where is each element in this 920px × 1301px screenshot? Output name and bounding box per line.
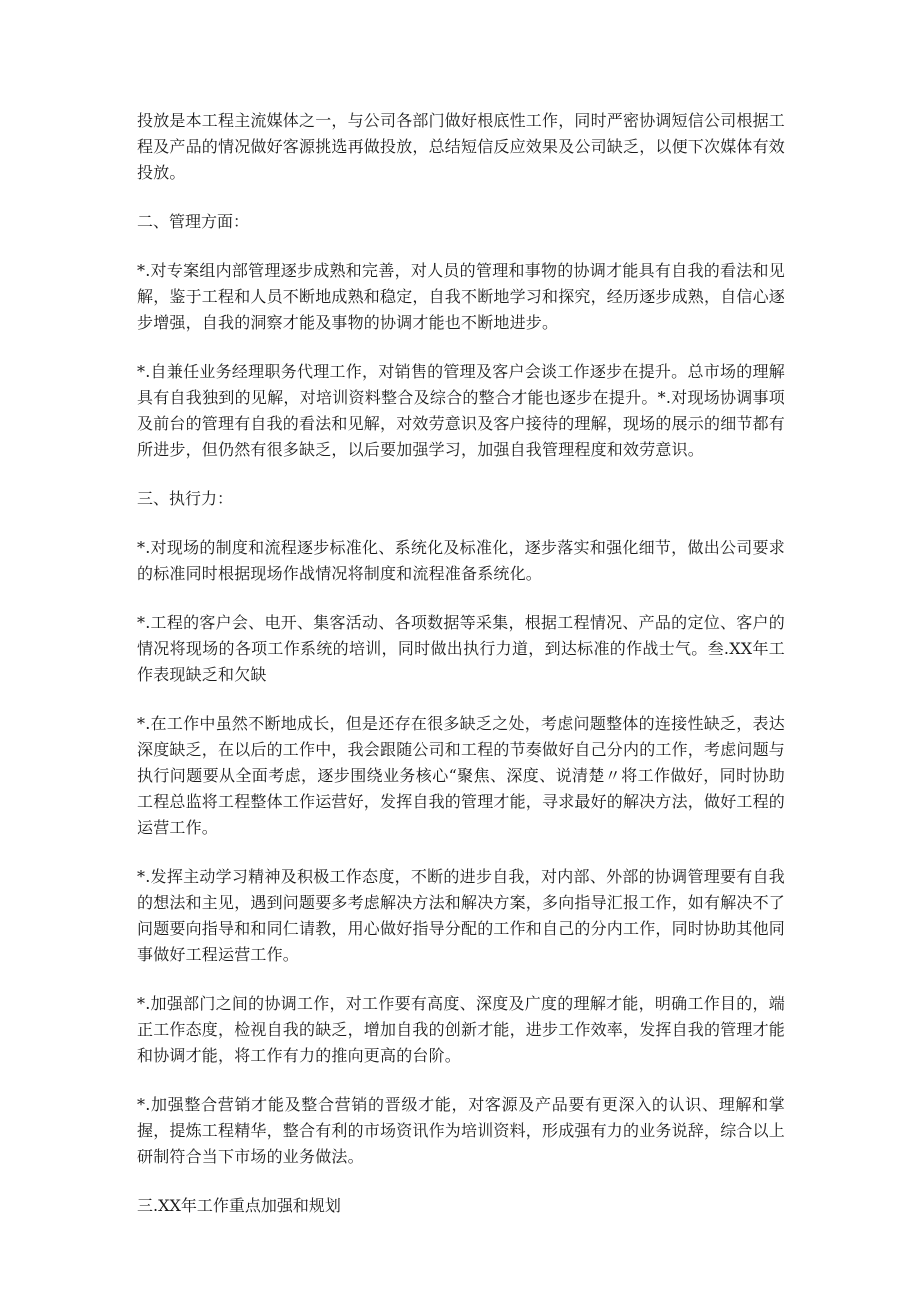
heading-execution: 三、执行力： [137, 489, 234, 508]
heading-plan: 三.XX年工作重点加强和规划 [137, 1196, 341, 1215]
paragraph-media-placement: 投放是本工程主流媒体之一，与公司各部门做好根底性工作，同时严密协调短信公司根据工程及产品的情况做好客源挑选再做投放，总结短信反应效果及公司缺乏，以便下次媒体有效投放。 [137, 111, 786, 182]
paragraph-management-2: *.自兼任业务经理职务代理工作，对销售的管理及客户会谈工作逐步在提升。总市场的理解具有自我独到的见解，对培训资料整合及综合的整合才能也逐步在提升。*.对现场协调事项及前台的管理有自我的看法和见解，对效劳意识及客户接待的理解，现场的展示的细节都有所进步，但仍然有很多缺乏，以后要加强学习，加强自我管理程度和效劳意识。 [137, 362, 786, 459]
paragraph-shortcomings-2: *.发挥主动学习精神及积极工作态度，不断的进步自我，对内部、外部的协调管理要有自我的想法和主见，遇到问题要多考虑解决方法和解决方案，多向指导汇报工作，如有解决不了问题要向指导和和同仁请教，用心做好指导分配的工作和自己的分内工作，同时协助其他同事做好工程运营工作。 [137, 867, 786, 964]
paragraph-execution-1: *.对现场的制度和流程逐步标准化、系统化及标准化，逐步落实和强化细节，做出公司要求的标准同时根据现场作战情况将制度和流程准备系统化。 [137, 538, 785, 583]
paragraph-shortcomings-3: *.加强部门之间的协调工作，对工作要有高度、深度及广度的理解才能，明确工作目的，端正工作态度，检视自我的缺乏，增加自我的创新才能，进步工作效率，发挥自我的管理才能和协调才能，将工作有力的推向更高的台阶。 [137, 994, 786, 1065]
paragraph-execution-2: *.工程的客户会、电开、集客活动、各项数据等采集，根据工程情况、产品的定位、客户的情况将现场的各项工作系统的培训，同时做出执行力道，到达标准的作战士气。叁.XX年工作表现缺乏和欠缺 [137, 613, 785, 684]
paragraph-management-1: *.对专案组内部管理逐步成熟和完善，对人员的管理和事物的协调才能具有自我的看法和见解，鉴于工程和人员不断地成熟和稳定，自我不断地学习和探究，经历逐步成熟，自信心逐步增强，自我的洞察才能及事物的协调才能也不断地进步。 [137, 261, 786, 332]
heading-management: 二、管理方面： [137, 212, 250, 231]
document-body [137, 108, 785, 1219]
paragraph-shortcomings-4: *.加强整合营销才能及整合营销的晋级才能，对客源及产品要有更深入的认识、理解和掌握，提炼工程精华，整合有利的市场资讯作为培训资料，形成强有力的业务说辞，综合以上研制符合当下市场的业务做法。 [137, 1095, 786, 1166]
paragraph-shortcomings-1: *.在工作中虽然不断地成长，但是还存在很多缺乏之处，考虑问题整体的连接性缺乏，表达深度缺乏，在以后的工作中，我会跟随公司和工程的节奏做好自己分内的工作，考虑问题与执行问题要从全面考虑，逐步围绕业务核心“聚焦、深度、说清楚〃将工作做好，同时协助工程总监将工程整体工作运营好，发挥自我的管理才能，寻求最好的解决方法，做好工程的运营工作。 [137, 714, 786, 837]
